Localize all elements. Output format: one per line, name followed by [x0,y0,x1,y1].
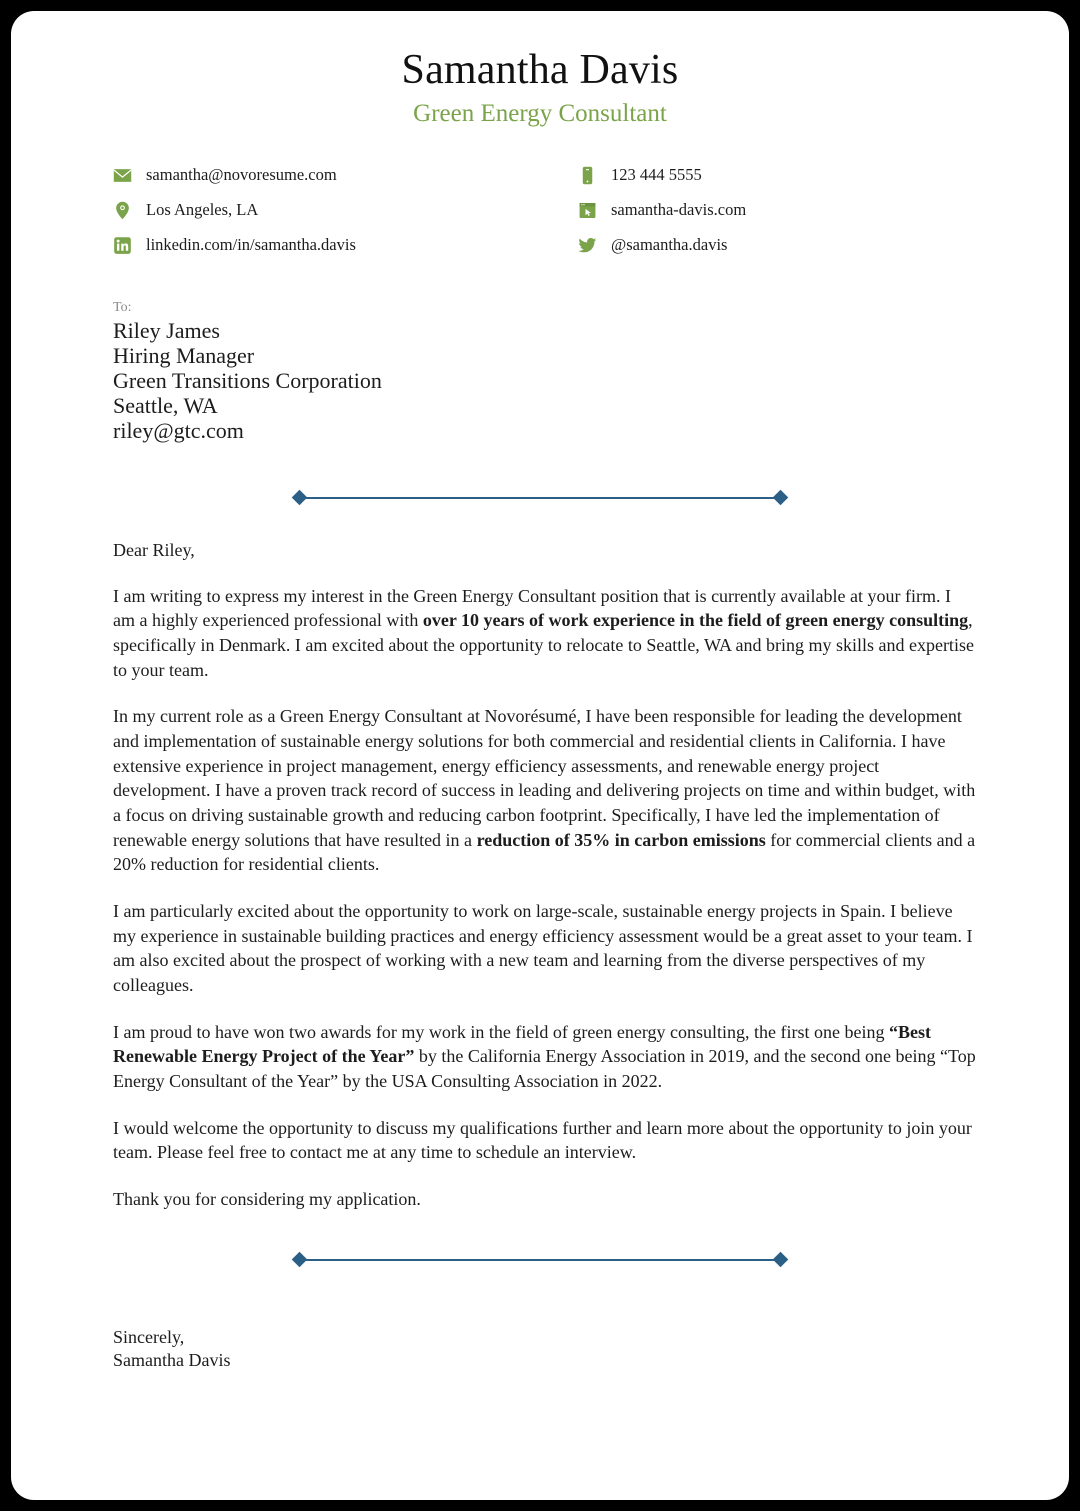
page-title: Samantha Davis [401,47,679,93]
website-icon [578,201,597,220]
paragraph-2-text-a: In my current role as a Green Energy Consultant at Novorésumé, I have been responsible for leading the development and implementation of sustainable energy solutions for both commercial and residential clients in California. I have extensive experience in project management, energy efficiency assessments, and renewable energy project development. I have a proven track record of success in leading and delivering projects on time and within budget, with a focus on driving sustainable growth and reducing carbon footprint. Specifically, I have led the implementation of renewable energy solutions that have resulted in a [113,706,976,850]
email-icon [113,166,132,185]
letter-body [89,538,991,1212]
recipient-location: Seattle, WA [113,392,218,418]
paragraph-2 [113,704,977,877]
divider-top [89,490,991,506]
twitter-icon [578,236,597,255]
contact-location[interactable] [113,199,578,222]
to-label: To: [113,300,132,316]
paragraph-1-text-a: I am writing to express my interest in the Green Energy Consultant position that is currently available at your firm. I am a highly experienced professional with [113,585,951,631]
contact-info [89,164,991,257]
contact-location-text: Los Angeles, LA [146,200,259,220]
contact-twitter-text: @samantha.davis [611,235,728,255]
recipient-name: Riley James [113,318,220,344]
paragraph-6: Thank you for considering my application. [113,1188,421,1209]
signature-block [89,1326,991,1373]
document-sheet [11,11,1069,1500]
recipient-email: riley@gtc.com [113,417,244,443]
recipient-company: Green Transitions Corporation [113,367,382,393]
linkedin-icon [113,236,132,255]
contact-email-text: samantha@novoresume.com [146,165,337,185]
divider-bottom [89,1252,991,1268]
rule-line [300,1259,780,1261]
location-icon [113,201,132,220]
job-title: Green Energy Consultant [413,100,667,128]
closing-text: Sincerely, [113,1326,185,1347]
paragraph-4-text-b: by the California Energy Association in 2019, and the second one being “Top Energy Consultant of the Year” by the USA Consulting Association in 2022. [113,1046,976,1091]
contact-linkedin[interactable] [113,234,578,257]
paragraph-4 [113,1020,977,1094]
paragraph-4-text-a: I am proud to have won two awards for my work in the field of green energy consulting, the first one being [113,1021,889,1042]
paragraph-3: I am particularly excited about the opportunity to work on large-scale, sustainable energy projects in Spain. I believe my experience in sustainable building practices and energy efficiency assessment would be a great asset to your team. I am also excited about the prospect of working with a new team and learning from the diverse perspectives of my colleagues. [113,901,973,995]
document-header [89,47,991,129]
signature-name: Samantha Davis [113,1349,231,1370]
contact-website-text: samantha-davis.com [611,200,747,220]
recipient-role: Hiring Manager [113,343,255,369]
diamond-right-icon [773,490,789,506]
recipient-block [89,299,991,443]
contact-email[interactable] [113,164,578,187]
contact-phone[interactable] [578,164,991,187]
salutation: Dear Riley, [113,539,195,560]
diamond-right-icon [773,1252,789,1268]
paragraph-5: I would welcome the opportunity to discuss my qualifications further and learn more about the opportunity to join your team. Please feel free to contact me at any time to schedule an interview. [113,1117,972,1163]
paragraph-4-bold: “Best Renewable Energy Project of the Year” [113,1021,931,1067]
paragraph-1-text-b: , specifically in Denmark. I am excited about the opportunity to relocate to Seattle, WA and bring my skills and expertise to your team. [113,610,974,680]
phone-icon [578,166,597,185]
paragraph-1 [113,584,977,683]
paragraph-1-bold: over 10 years of work experience in the field of green energy consulting [422,610,969,631]
paragraph-2-text-b: for commercial clients and a 20% reduction for residential clients. [113,829,976,875]
paragraph-2-bold: reduction of 35% in carbon emissions [476,829,766,850]
diamond-rule-bottom [294,1252,786,1268]
diamond-rule [294,490,786,506]
contact-twitter[interactable] [578,234,991,257]
contact-phone-text: 123 444 5555 [611,165,702,185]
contact-website[interactable] [578,199,991,222]
rule-line [300,497,780,499]
contact-linkedin-text: linkedin.com/in/samantha.davis [146,235,356,255]
